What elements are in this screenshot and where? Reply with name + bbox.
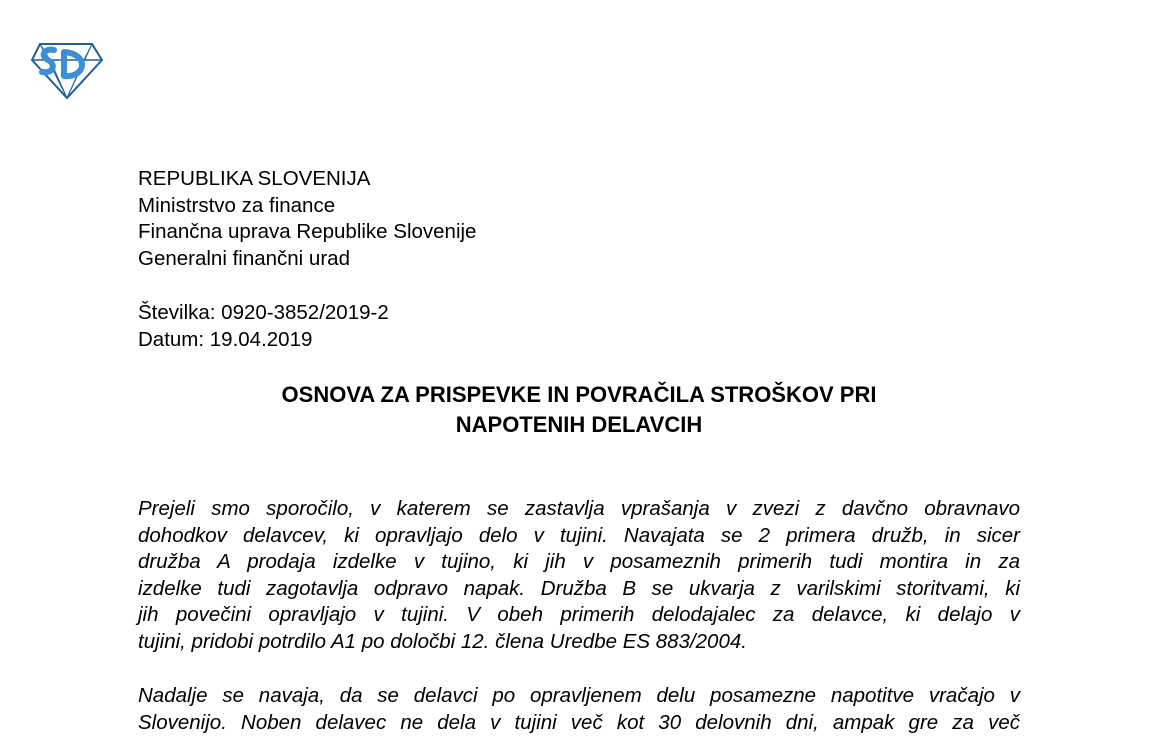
title-line-1: OSNOVA ZA PRISPEVKE IN POVRAČILA STROŠKOV PRI bbox=[281, 382, 877, 407]
header-republic: REPUBLIKA SLOVENIJA bbox=[138, 167, 371, 190]
paragraph-line: družba A prodaja izdelke v tujino, ki jih v posameznih primerih tudi montira in za bbox=[138, 550, 1020, 574]
paragraph-2 bbox=[138, 683, 1020, 736]
document-title bbox=[138, 380, 1020, 440]
sd-logo bbox=[30, 40, 104, 100]
title-line-2: NAPOTENIH DELAVCIH bbox=[455, 412, 703, 437]
paragraph-line: Prejeli smo sporočilo, v katerem se zastavlja vprašanja v zvezi z davčno obravnavo bbox=[138, 497, 1020, 520]
document-number: Številka: 0920-3852/2019-2 bbox=[138, 301, 389, 324]
paragraph-line: tujini, pridobi potrdilo A1 po določbi 12. člena Uredbe ES 883/2004. bbox=[138, 629, 747, 653]
paragraph-1 bbox=[138, 496, 1020, 656]
document-date: Datum: 19.04.2019 bbox=[138, 328, 313, 351]
paragraph-line: Slovenijo. Noben delavec ne dela v tujini več kot 30 delovnih dni, ampak gre za več bbox=[138, 710, 1020, 734]
diamond-logo-icon bbox=[30, 40, 104, 100]
header-office: Generalni finančni urad bbox=[138, 246, 350, 270]
meta-block bbox=[138, 299, 389, 353]
paragraph-line: Nadalje se navaja, da se delavci po opravljenem delu posamezne napotitve vračajo v bbox=[138, 684, 1020, 707]
paragraph-line: izdelke tudi zagotavlja odpravo napak. Družba B se ukvarja z varilskimi storitvami, ki bbox=[138, 576, 1020, 600]
header-block bbox=[138, 166, 476, 272]
paragraph-line: dohodkov delavcev, ki opravljajo delo v tujini. Navajata se 2 primera družb, in sicer bbox=[138, 523, 1020, 547]
paragraph-line: jih povečini opravljajo v tujini. V obeh primerih delodajalec za delavce, ki delajo v bbox=[138, 603, 1020, 627]
header-administration: Finančna uprava Republike Slovenije bbox=[138, 220, 477, 243]
header-ministry: Ministrstvo za finance bbox=[138, 193, 336, 217]
